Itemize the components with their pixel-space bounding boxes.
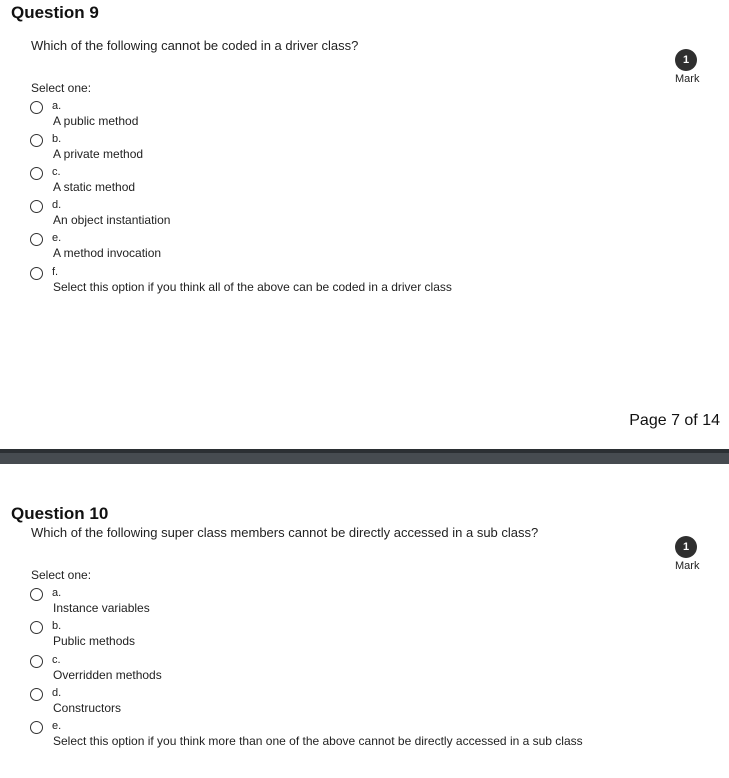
option-text: Select this option if you think all of the above can be coded in a driver class [53,280,452,294]
radio-button[interactable] [30,101,43,114]
select-one-label: Select one: [31,81,92,95]
option-letter: c. [52,654,61,666]
radio-button[interactable] [30,233,43,246]
mark-label: Mark [675,560,700,572]
radio-button[interactable] [30,588,43,601]
question-10-text: Which of the following super class members cannot be directly accessed in a sub class? [31,525,539,540]
question-10-title: Question 10 [11,504,109,523]
option-f[interactable] [30,266,630,298]
option-letter: f. [52,266,59,278]
option-a[interactable] [30,587,630,619]
option-e[interactable] [30,232,630,264]
option-c[interactable] [30,166,630,198]
question-9-text: Which of the following cannot be coded in a driver class? [31,38,359,53]
option-b[interactable] [30,620,630,652]
option-letter: d. [52,199,62,211]
select-one-label: Select one: [31,568,92,582]
radio-button[interactable] [30,655,43,668]
option-text: A public method [53,114,139,128]
mark-badge: 1 [675,536,697,558]
option-letter: a. [52,100,62,112]
option-b[interactable] [30,133,630,165]
option-text: A method invocation [53,246,162,260]
radio-button[interactable] [30,688,43,701]
mark-label: Mark [675,73,700,85]
option-text: Constructors [53,701,122,715]
radio-button[interactable] [30,200,43,213]
radio-button[interactable] [30,134,43,147]
option-text: A private method [53,147,144,161]
option-text: A static method [53,180,136,194]
option-a[interactable] [30,100,630,132]
option-text: Overridden methods [53,668,162,682]
radio-button[interactable] [30,167,43,180]
option-letter: d. [52,687,62,699]
radio-button[interactable] [30,267,43,280]
page-indicator: Page 7 of 14 [629,412,720,429]
option-e[interactable] [30,720,630,752]
option-text: Select this option if you think more than one of the above cannot be directly accessed in a sub class [53,734,583,748]
option-letter: e. [52,232,62,244]
radio-button[interactable] [30,621,43,634]
option-d[interactable] [30,199,630,231]
option-c[interactable] [30,654,630,686]
page-divider [0,449,729,464]
option-text: An object instantiation [53,213,171,227]
page-8 [0,464,729,778]
option-text: Public methods [53,634,136,648]
option-text: Instance variables [53,601,150,615]
option-letter: c. [52,166,61,178]
radio-button[interactable] [30,721,43,734]
mark-badge: 1 [675,49,697,71]
option-letter: e. [52,720,62,732]
option-letter: b. [52,620,62,632]
question-9-title: Question 9 [11,3,99,22]
option-letter: b. [52,133,62,145]
option-letter: a. [52,587,62,599]
option-d[interactable] [30,687,630,719]
